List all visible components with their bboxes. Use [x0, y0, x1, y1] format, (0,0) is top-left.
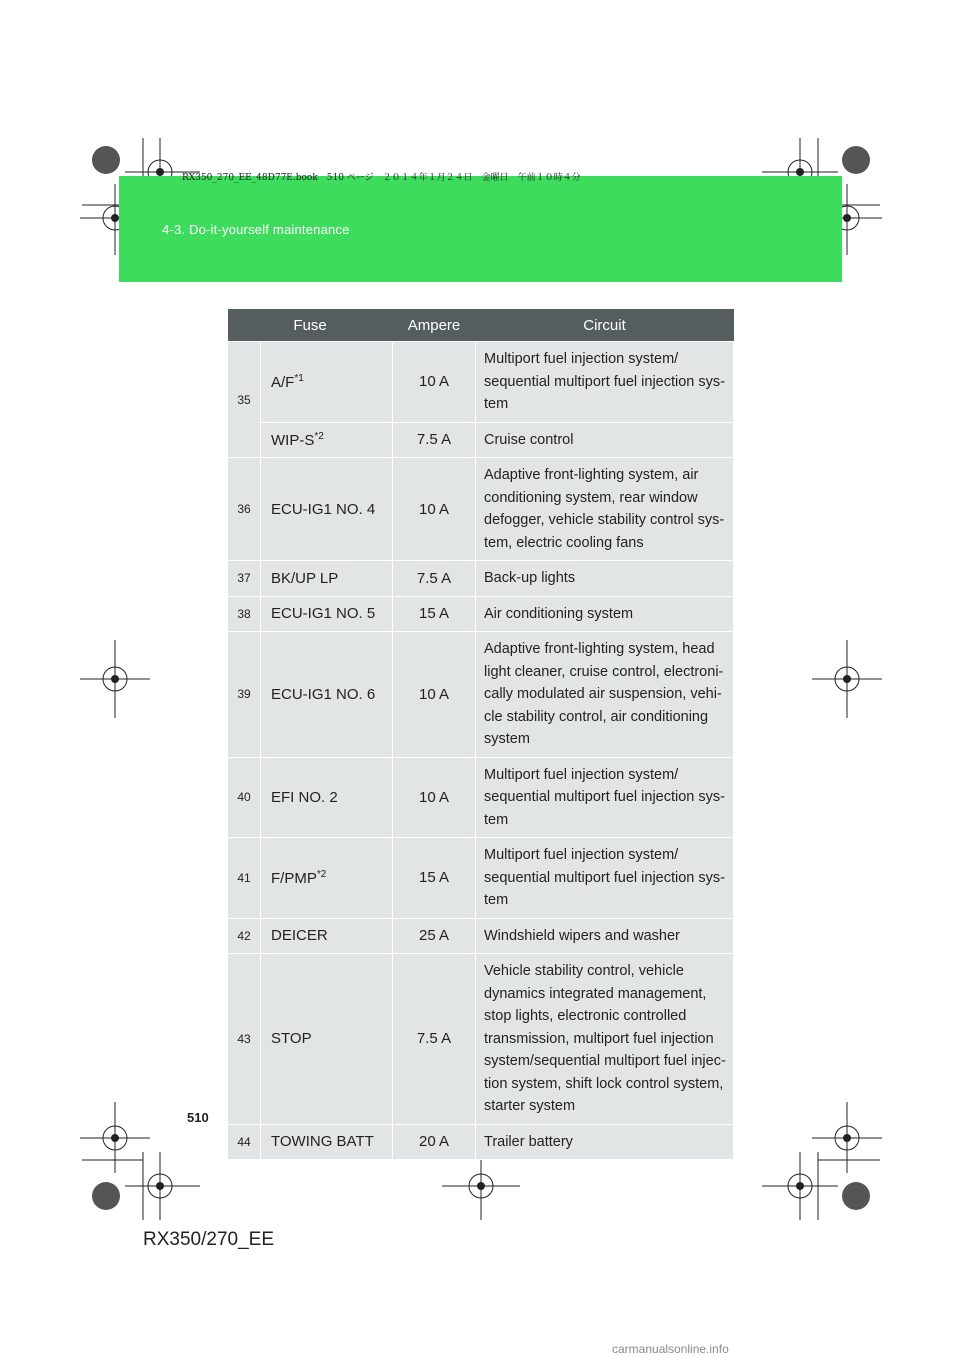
fuse-circuit: Multiport fuel injection system/ sequential multiport fuel injection sys-tem [476, 342, 734, 423]
fuse-circuit: Back-up lights [476, 561, 734, 597]
fuse-circuit: Adaptive front-lighting system, air conditioning system, rear window defogger, vehicle stability control sys-tem, electric cooling fans [476, 458, 734, 561]
fuse-name: TOWING BATT [261, 1124, 393, 1160]
fuse-number: 40 [228, 757, 261, 838]
fuse-name: ECU-IG1 NO. 4 [261, 458, 393, 561]
fuse-name: EFI NO. 2 [261, 757, 393, 838]
fuse-circuit: Adaptive front-lighting system, head light cleaner, cruise control, electroni-cally modulated air suspension, vehi-cle stability control, air conditioning system [476, 632, 734, 758]
fuse-name: DEICER [261, 918, 393, 954]
fuse-name: ECU-IG1 NO. 6 [261, 632, 393, 758]
model-label: RX350/270_EE [143, 1229, 274, 1250]
fuse-number: 42 [228, 918, 261, 954]
table-row [228, 632, 734, 758]
fuse-name: BK/UP LP [261, 561, 393, 597]
fuse-number: 36 [228, 458, 261, 561]
fuse-name: $A/F^{*1}$ [261, 342, 393, 423]
fuse-number: 43 [228, 954, 261, 1125]
fuse-number: 38 [228, 596, 261, 632]
fuse-ampere: 20 A [393, 1124, 476, 1160]
table-row [228, 1124, 734, 1160]
fuse-ampere: 7.5 A [393, 954, 476, 1125]
fuse-ampere: 7.5 A [393, 561, 476, 597]
print-info: RX350_270_EE_48D77E.book 510 ページ ２０１４年１月２４日 金曜日 午前１０時４分 [182, 173, 581, 183]
page-number: 510 [187, 1110, 209, 1125]
fuse-table [227, 309, 734, 1160]
fuse-number: 44 [228, 1124, 261, 1160]
fuse-ampere: 10 A [393, 458, 476, 561]
fuse-circuit: Air conditioning system [476, 596, 734, 632]
fuse-name: F/PMP$^{*2}$ [261, 838, 393, 919]
fuse-ampere: 15 A [393, 838, 476, 919]
fuse-circuit: Multiport fuel injection system/ sequential multiport fuel injection sys-tem [476, 838, 734, 919]
fuse-circuit: Vehicle stability control, vehicle dynamics integrated management, stop lights, electronic controlled transmission, multiport fuel injection system/sequential multiport fuel injec-tion system, shift lock control system, starter system [476, 954, 734, 1125]
table-row [228, 422, 734, 458]
fuse-ampere: 10 A [393, 342, 476, 423]
fuse-ampere: 10 A [393, 632, 476, 758]
fuse-name: ECU-IG1 NO. 5 [261, 596, 393, 632]
fuse-number: 35 [228, 342, 261, 458]
fuse-name: STOP [261, 954, 393, 1125]
table-row [228, 838, 734, 919]
fuse-circuit: Multiport fuel injection system/ sequential multiport fuel injection sys-tem [476, 757, 734, 838]
fuse-ampere: 15 A [393, 596, 476, 632]
fuse-circuit: Cruise control [476, 422, 734, 458]
fuse-number: 37 [228, 561, 261, 597]
table-row [228, 918, 734, 954]
fuse-circuit: Windshield wipers and washer [476, 918, 734, 954]
table-row [228, 342, 734, 423]
table-row [228, 561, 734, 597]
fuse-ampere: 10 A [393, 757, 476, 838]
fuse-number: 41 [228, 838, 261, 919]
fuse-name: WIP-$S^{*2}$ [261, 422, 393, 458]
fuse-ampere: 7.5 A [393, 422, 476, 458]
fuse-number: 39 [228, 632, 261, 758]
header-circuit: Circuit [476, 309, 734, 342]
table-header-row [228, 309, 734, 342]
table-row [228, 458, 734, 561]
header-ampere: Ampere [393, 309, 476, 342]
header-fuse: Fuse [228, 309, 393, 342]
fuse-circuit: Trailer battery [476, 1124, 734, 1160]
watermark: carmanualsonline.info [612, 1342, 729, 1356]
table-row [228, 954, 734, 1125]
table-row [228, 596, 734, 632]
table-row [228, 757, 734, 838]
section-title: 4-3. Do-it-yourself maintenance [162, 222, 350, 237]
fuse-ampere: 25 A [393, 918, 476, 954]
